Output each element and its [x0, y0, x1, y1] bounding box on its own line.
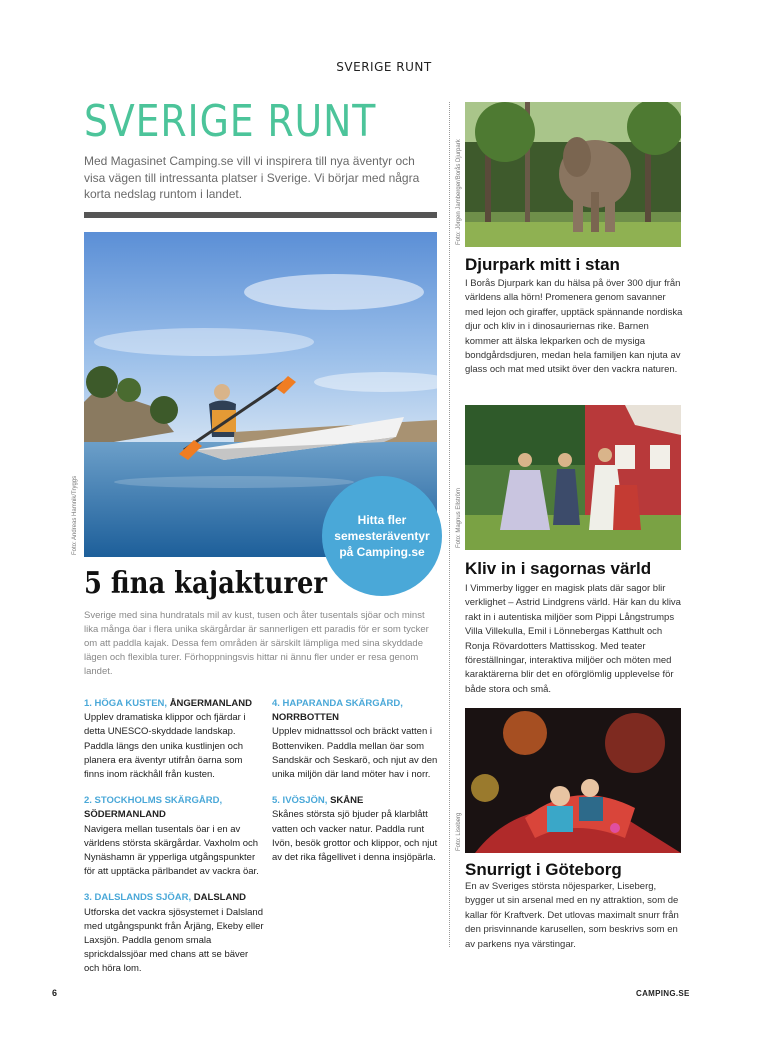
list-item	[272, 794, 442, 865]
zoo-photo	[465, 102, 681, 247]
item-number: 5. IVÖSJÖN,	[272, 795, 328, 807]
section-header: SVERIGE RUNT	[336, 60, 432, 74]
photo-credit: Foto: Jörgen Jamberger/Borås Djurpark	[456, 139, 462, 245]
photo-credit: Foto: Andreas Hamnik/Tryggs	[72, 475, 78, 555]
feature-text: I Borås Djurpark kan du hälsa på över 300 djur från världens alla hörn! Promenera genom savanner med lejon och giraffer, upptäck spännande nordiska djur och kliv in i dinosauriernas rike. Barnen kommer att älska lekparken och de mysiga bondgårdsdjuren, medan hela familjen kan njuta av glass och mat med utsikt över den vackra naturen.	[465, 278, 683, 376]
divider-bar	[84, 212, 437, 218]
site-link[interactable]: CAMPING.SE	[636, 989, 690, 998]
promo-bubble-line: på Camping.se	[339, 545, 425, 559]
item-text: Upplev dramatiska klippor och fjärdar i detta UNESCO-skyddade landskap. Paddla längs den unika kustlinjen och planera era äventyr utifrån öarna som finns inom räckhåll från kusten.	[84, 712, 246, 781]
list-item	[272, 697, 442, 782]
promo-bubble-line: semesteräventyr	[334, 529, 430, 543]
feature-title: Snurrigt i Göteborg	[465, 860, 622, 879]
item-region: ÅNGERMANLAND	[169, 698, 253, 709]
photo-credit: Foto: Liseberg	[456, 812, 462, 851]
photo-credit: Foto: Magnus Ellström	[456, 487, 462, 548]
column-divider	[449, 102, 450, 947]
item-text: Utforska det vackra sjösystemet i Dalsland med utgångspunkt från Årjäng, Ekeby eller Laxsjön. Paddla genom smala sprickdalssjöar med chans att se bäver och höra lom.	[84, 906, 264, 975]
item-region: SKÅNE	[330, 795, 364, 807]
feature-text: En av Sveriges största nöjesparker, Liseberg, bygger ut sin arsenal med en ny attraktion, som de kallar för Kraftverk. Det utlovas maximalt snurr från den prisvinnande karusellen, som beskrivs som en av parkens nya värstingar.	[465, 881, 679, 950]
page-number: 6	[52, 988, 58, 998]
page-title: SVERIGE RUNT	[84, 96, 377, 147]
list-item	[84, 697, 264, 782]
item-number: 4. HAPARANDA SKÄRGÅRD,	[272, 698, 403, 709]
item-number: 3. DALSLANDS SJÖAR,	[84, 892, 192, 904]
feature-title: Djurpark mitt i stan	[465, 255, 620, 274]
page-intro: Med Magasinet Camping.se vill vi inspirera till nya äventyr och visa vägen till intressanta platser i Sverige. Vi börjar med några korta nedslag runtom i landet.	[84, 154, 420, 201]
list-item	[84, 794, 264, 879]
article-intro: Sverige med sina hundratals mil av kust, tusen och åter tusentals sjöar och minst lika många öar i flera unika skärgårdar är sannerligen ett paradis för er som tycker om att paddla kajak. Dessa fem områden är särskilt lämpliga med sina skyddade lägen och flexibla turer. Förhoppningsvis hittar ni ännu fler under er resa genom landet.	[84, 610, 429, 677]
feature-title: Kliv in i sagornas värld	[465, 559, 652, 578]
liseberg-photo	[465, 708, 681, 853]
item-number: 1. HÖGA KUSTEN,	[84, 698, 168, 709]
item-text: Skånes största sjö bjuder på klarblått vatten och vacker natur. Paddla runt Ivön, besök grottor och klippor, och njut av det rika fågellivet i denna insjöpärla.	[272, 809, 438, 864]
item-text: Upplev midnattssol och bräckt vatten i Bottenviken. Paddla mellan öar som Sandskär och Seskarö, och njut av den unika miljön där land möter hav i norr.	[272, 726, 438, 781]
item-region: DALSLAND	[193, 892, 247, 904]
article-column	[272, 697, 442, 877]
promo-bubble[interactable]	[322, 476, 442, 596]
promo-bubble-line: Hitta fler	[357, 513, 407, 527]
item-text: Navigera mellan tusentals öar i en av världens största skärgårdar. Vaxholm och Nynäshamn är ypperliga utgångspunkter för att upptäcka pärlbandet av vackra öar.	[84, 823, 259, 878]
item-region: SÖDERMANLAND	[84, 809, 166, 821]
item-region: NORRBOTTEN	[272, 712, 340, 724]
feature-text: I Vimmerby ligger en magisk plats där sagor blir verklighet – Astrid Lindgrens värld. Här kan du kliva rakt in i autentiska miljöer som Pippi Långstrumps Villa Villekulla, Emil i Lönnebergas Katthult och Ronja Rövardotters Mattisskog. Med teater föreställningar, interaktiva miljöer och möten med karaktärerna blir det en oförglömlig upplevelse för både stora och små.	[465, 583, 681, 695]
item-number: 2. STOCKHOLMS SKÄRGÅRD,	[84, 795, 223, 807]
article-title: 5 fina kajakturer	[84, 566, 327, 601]
sagor-photo	[465, 405, 681, 550]
list-item	[84, 891, 264, 976]
article-column	[84, 697, 264, 989]
